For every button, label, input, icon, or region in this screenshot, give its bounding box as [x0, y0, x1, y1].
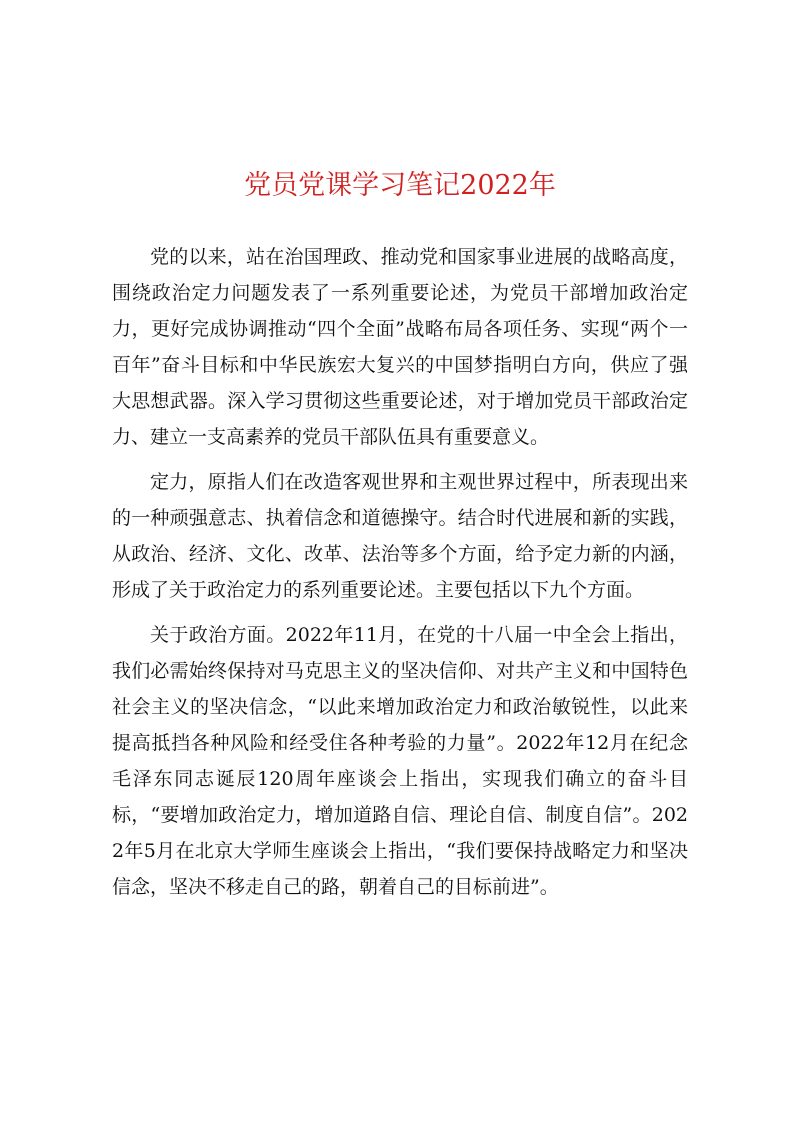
document-body	[112, 239, 688, 914]
paragraph-intro: 党的以来，站在治国理政、推动党和国家事业进展的战略高度，围绕政治定力问题发表了一系列重要论述，为党员干部增加政治定力，更好完成协调推动“四个全面”战略布局各项任务、实现“两个一百年”奋斗目标和中华民族宏大复兴的中国梦指明白方向，供应了强大思想武器。深入学习贯彻这些重要论述，对于增加党员干部政治定力、建立一支高素养的党员干部队伍具有重要意义。	[112, 246, 688, 448]
paragraph-definition: 定力，原指人们在改造客观世界和主观世界过程中，所表现出来的一种顽强意志、执着信念和道德操守。结合时代进展和新的实践，从政治、经济、文化、改革、法治等多个方面，给予定力新的内涵，形成了关于政治定力的系列重要论述。主要包括以下九个方面。	[112, 471, 688, 601]
page-title: 党员党课学习笔记2022年	[244, 170, 556, 201]
paragraph-politics: 关于政治方面。2022年11月，在党的十八届一中全会上指出，我们必需始终保持对马克思主义的坚决信仰、对共产主义和中国特色社会主义的坚决信念，“以此来增加政治定力和政治敏锐性，以此来提高抵挡各种风险和经受住各种考验的力量”。2022年12月在纪念毛泽东同志诞辰120周年座谈会上指出，实现我们确立的奋斗目标，“要增加政治定力，增加道路自信、理论自信、制度自信”。2022年5月在北京大学师生座谈会上指出，“我们要保持战略定力和坚决信念，坚决不移走自己的路，朝着自己的目标前进”。	[112, 624, 688, 898]
